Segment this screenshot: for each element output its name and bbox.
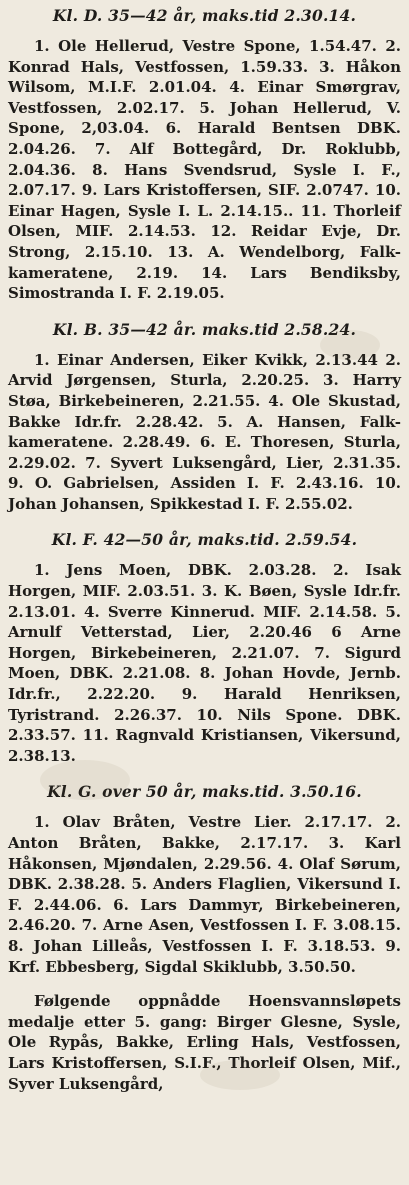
class-b-results: 1. Einar Andersen, Eiker Kvikk, 2.13.44 2. Arvid Jørgensen, Sturla, 2.20.25. 3. Harry Støa, Birkebeineren, 2.21.55. 4. Ole Skustad, Bakke Idr.fr. 2.28.42. 5. A. Hansen, Falk-kameratene. 2.28.49. 6. E. Thoresen, Sturla, 2.29.02. 7. Syvert Luksengård, Lier, 2.31.35. 9. O. Gabrielsen, Assiden I. F. 2.43.16. 10. Johan Johansen, Spikkestad I. F. 2.55.02.: [8, 350, 401, 513]
class-d-heading: Kl. D. 35—42 år, maks.tid 2.30.14.: [52, 6, 357, 25]
class-f-heading: Kl. F. 42—50 år, maks.tid. 2.59.54.: [51, 530, 358, 550]
class-d-results: 1. Ole Hellerud, Vestre Spone, 1.54.47. 2. Konrad Hals, Vestfossen, 1.59.33. 3. Håkon Wilsom, M.I.F. 2.01.04. 4. Einar Smørgrav, Vestfossen, 2.02.17. 5. Johan Hellerud, V. Spone, 2,03.04. 6. Harald Bentsen DBK. 2.04.26. 7. Alf Bottegård, Dr. Roklubb, 2.04.36. 8. Hans Svendsrud, Sysle I. F., 2.07.17. 9. Lars Kristoffersen, SIF. 2.0747. 10. Einar Hagen, Sysle I. L. 2.14.15.. 11. Thorleif Olsen, MIF. 2.14.53. 12. Reidar Evje, Dr. Strong, 2.15.10. 13. A. Wendelborg, Falk-kameratene, 2.19. 14. Lars Bendiksby, Simostranda I. F. 2.19.05.: [8, 37, 401, 303]
class-g-results: 1. Olav Bråten, Vestre Lier. 2.17.17. 2. Anton Bråten, Bakke, 2.17.17. 3. Karl Håkonsen, Mjøndalen, 2.29.56. 4. Olaf Sørum, DBK. 2.38.28. 5. Anders Flaglien, Vikersund I. F. 2.44.06. 6. Lars Dammyr, Birkebeineren, 2.46.20. 7. Arne Asen, Vestfossen I. F. 3.08.15. 8. Johan Lilleås, Vestfossen I. F. 3.18.53. 9. Krf. Ebbesberg, Sigdal Skiklubb, 3.50.50.: [8, 813, 401, 976]
paper-stain: [200, 1060, 280, 1090]
results-class-f: [8, 528, 401, 766]
medal-winners-paragraph: Følgende oppnådde Hoensvannsløpets medalje etter 5. gang: Birger Glesne, Sysle, Ole Rypås, Bakke, Erling Hals, Vestfossen, Lars Kristoffersen, S.I.F., Thorleif Olsen, Mif., Syver Luksengård,: [8, 992, 401, 1093]
class-f-results: 1. Jens Moen, DBK. 2.03.28. 2. Isak Horgen, MIF. 2.03.51. 3. K. Bøen, Sysle Idr.fr. 2.13.01. 4. Sverre Kinnerud. MIF. 2.14.58. 5. Arnulf Vetterstad, Lier, 2.20.46 6 Arne Horgen, Birkebeineren, 2.21.07. 7. Sigurd Moen, DBK. 2.21.08. 8. Johan Hovde, Jernb. Idr.fr., 2.22.20. 9. Harald Henriksen, Tyristrand. 2.26.37. 10. Nils Spone. DBK. 2.33.57. 11. Ragnvald Kristiansen, Vikersund, 2.38.13.: [8, 561, 401, 765]
class-b-heading: Kl. B. 35—42 år. maks.tid 2.58.24.: [52, 319, 357, 339]
class-g-heading: Kl. G. over 50 år, maks.tid. 3.50.16.: [47, 782, 362, 802]
results-class-g: [8, 780, 401, 977]
results-class-d: [8, 4, 401, 304]
paper-stain: [320, 330, 380, 360]
paper-stain: [40, 760, 130, 800]
